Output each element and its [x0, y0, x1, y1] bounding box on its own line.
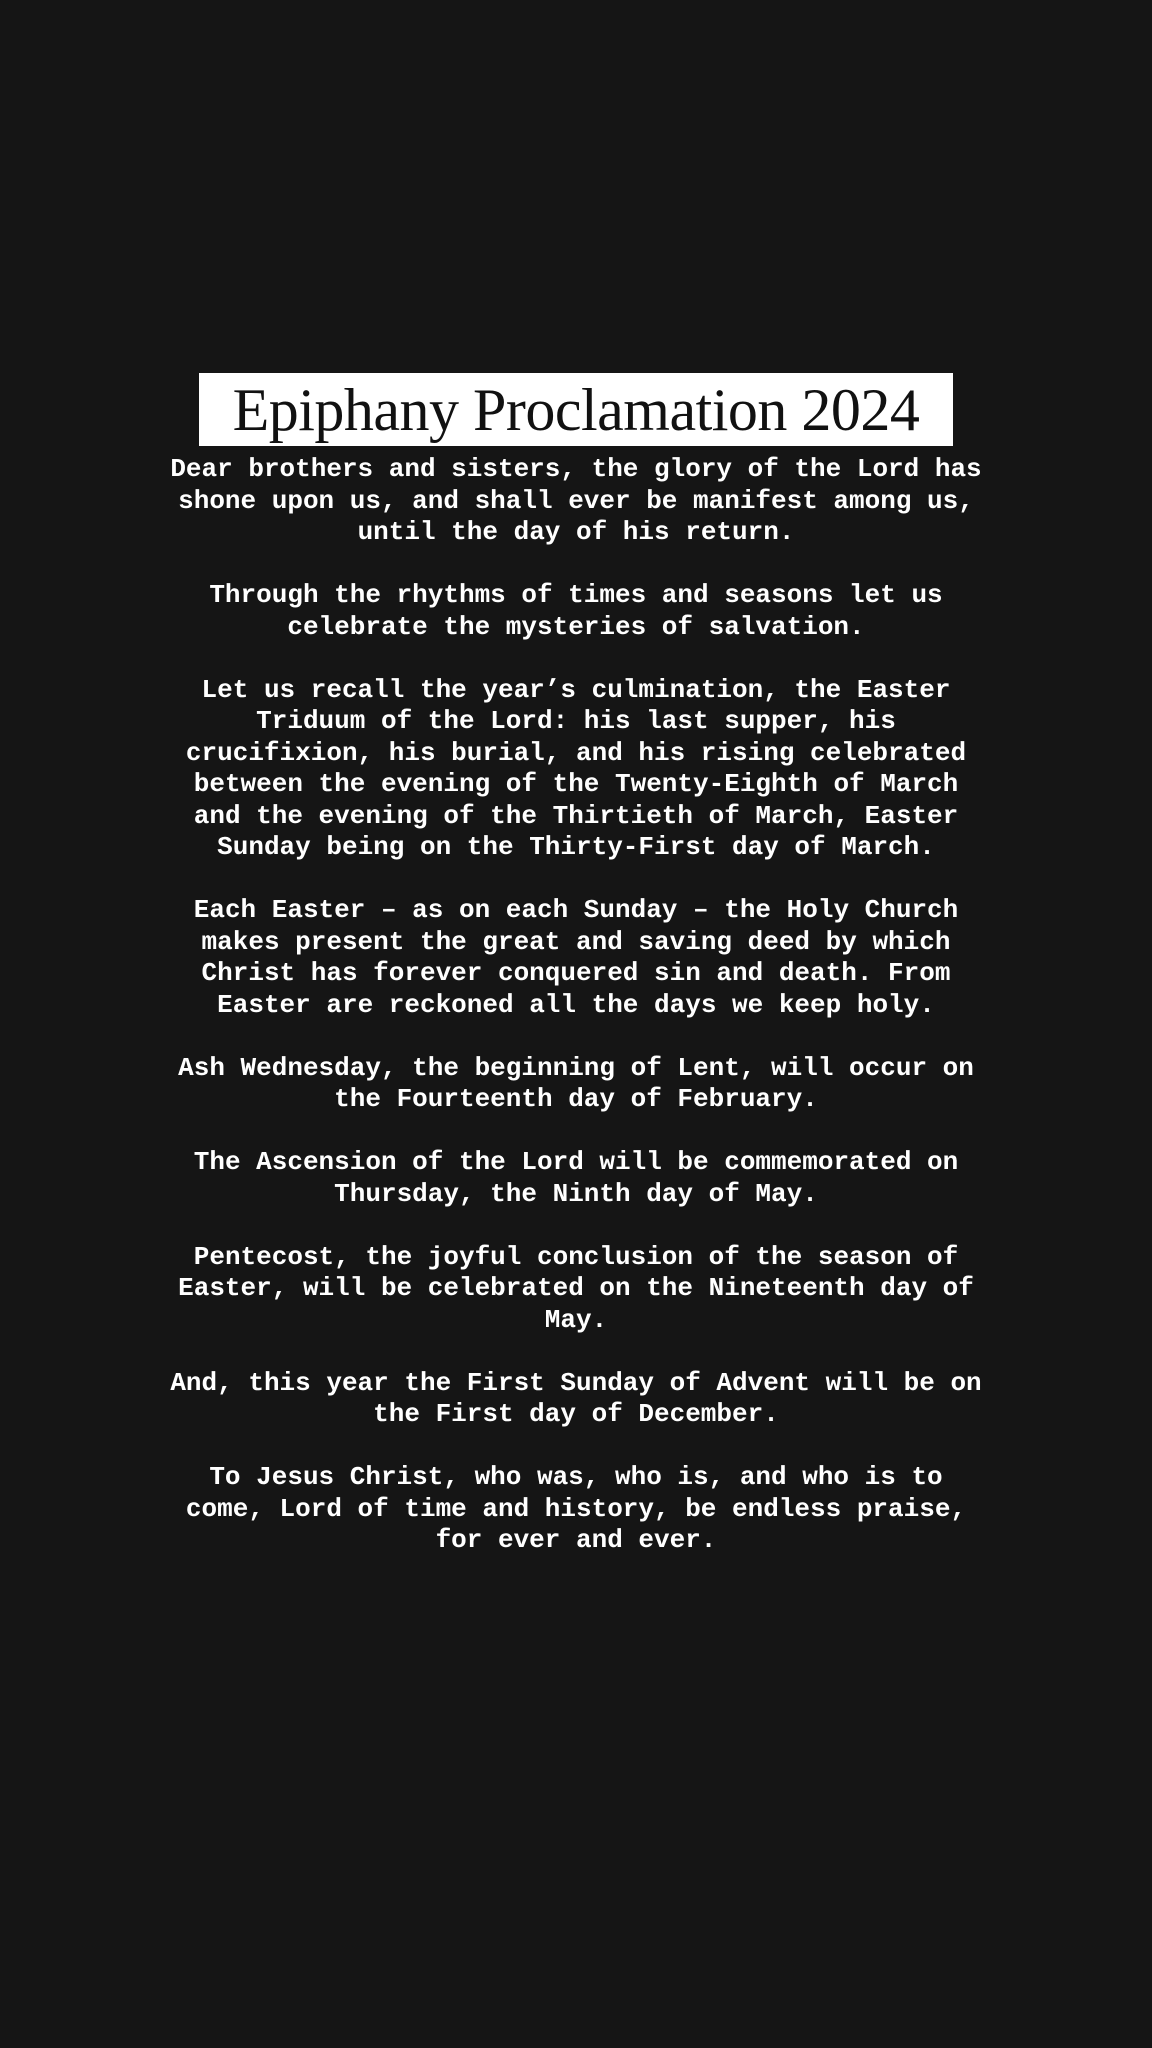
- paragraph-pentecost: Pentecost, the joyful conclusion of the season of Easter, will be celebrated on the Nineteenth day of May.: [178, 1241, 974, 1335]
- title-banner: [199, 373, 953, 446]
- paragraph-ash-wednesday: Ash Wednesday, the beginning of Lent, will occur on the Fourteenth day of February.: [178, 1052, 974, 1114]
- page-title: Epiphany Proclamation 2024: [232, 376, 920, 443]
- paragraph-triduum: Let us recall the year’s culmination, the Easter Triduum of the Lord: his last supper, his crucifixion, his burial, and his rising celebrated between the evening of the Twenty-Eighth of March and the evening of the Thirtieth of March, Easter Sunday being on the Thirty-First day of March.: [185, 674, 967, 862]
- paragraph-doxology: To Jesus Christ, who was, who is, and who is to come, Lord of time and history, be endless praise, for ever and ever.: [185, 1462, 967, 1555]
- proclamation-text: [166, 454, 986, 1557]
- paragraph-greeting: Dear brothers and sisters, the glory of the Lord has shone upon us, and shall ever be manifest among us, until the day of his return.: [170, 454, 982, 547]
- paragraph-seasons: Through the rhythms of times and seasons let us celebrate the mysteries of salvation.: [209, 580, 943, 642]
- paragraph-ascension: The Ascension of the Lord will be commemorated on Thursday, the Ninth day of May.: [193, 1147, 959, 1209]
- proclamation-content: [0, 373, 1152, 1557]
- paragraph-easter: Each Easter – as on each Sunday – the Holy Church makes present the great and saving deed by which Christ has forever conquered sin and death. From Easter are reckoned all the days we keep holy.: [193, 895, 959, 1020]
- paragraph-advent: And, this year the First Sunday of Advent will be on the First day of December.: [170, 1367, 982, 1429]
